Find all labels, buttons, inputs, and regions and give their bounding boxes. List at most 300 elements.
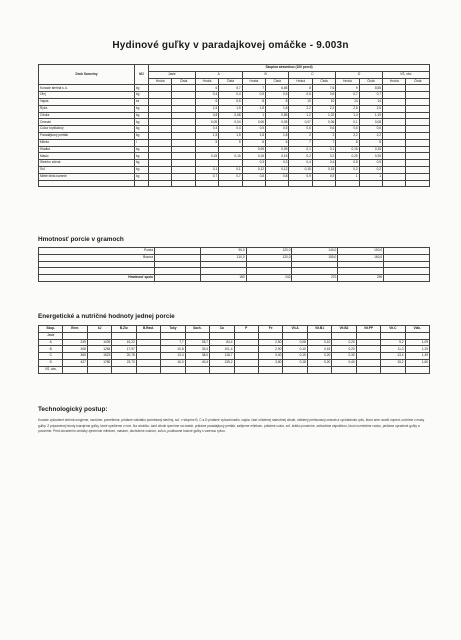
technology-heading: Technologický postup: — [38, 406, 108, 413]
nutrition-value: 0,20 — [307, 353, 331, 360]
nutrition-value: 1284 — [87, 346, 111, 353]
ingredient-value: 8 — [359, 139, 382, 146]
ingredient-value: 1,8 — [266, 105, 289, 112]
ingredient-value: 0,06 — [242, 119, 265, 126]
ingredient-unit: kg — [135, 166, 149, 173]
ingredient-value: 0,7 — [359, 92, 382, 99]
table-row — [39, 173, 430, 180]
ingredient-value: 2,6 — [336, 105, 359, 112]
nutrition-value: 2,50 — [258, 339, 282, 346]
ingredient-value: 0,25 — [336, 153, 359, 160]
nutrition-value — [356, 359, 380, 366]
nutrition-table — [38, 325, 430, 374]
table-row — [39, 105, 430, 112]
portion-blank — [384, 254, 430, 261]
ingredient-value: 0,15 — [289, 166, 312, 173]
ingredient-value: 5,7 — [219, 85, 242, 92]
ingredient-value — [149, 173, 172, 180]
ingredient-value — [406, 105, 430, 112]
ingredient-unit: kg — [135, 92, 149, 99]
ingredient-name: Mlieko — [39, 139, 135, 146]
group-header: Skupina stravníkov (100 porcií) — [149, 65, 430, 72]
ingredient-value — [383, 132, 406, 139]
ingredient-value: 0,6 — [289, 92, 312, 99]
ingredient-value: 0,6 — [312, 92, 335, 99]
ingredient-value: 2,2 — [359, 132, 382, 139]
nutrition-value — [356, 366, 380, 373]
portion-blank — [384, 261, 430, 268]
ingredient-value — [149, 119, 172, 126]
nutrition-value — [210, 366, 234, 373]
ingredient-value: 0,7 — [195, 173, 218, 180]
portion-blank — [155, 275, 201, 282]
portion-value: 120,0 — [246, 248, 292, 255]
unit-header: MJ — [135, 65, 149, 85]
nutrition-value: 1,09 — [405, 339, 429, 346]
nutrition-value — [405, 366, 429, 373]
table-row — [39, 98, 430, 105]
subcol-label: Hrubá — [195, 78, 218, 85]
ingredient-value: 2,6 — [359, 105, 382, 112]
ingredient-value: 8 — [336, 139, 359, 146]
ingredient-unit: kg — [135, 126, 149, 133]
ingredient-value — [172, 153, 195, 160]
nutrition-value: 1,49 — [405, 353, 429, 360]
nutrition-value: 3,40 — [258, 353, 282, 360]
ingredient-name: Soľ — [39, 166, 135, 173]
ingredient-unit: kg — [135, 105, 149, 112]
subcol-label: Hrubá — [289, 78, 312, 85]
ingredient-value: 0,5 — [242, 92, 265, 99]
nutrition-value — [136, 346, 160, 353]
nutrition-value: 0,10 — [283, 346, 307, 353]
ingredient-value — [172, 132, 195, 139]
ingredient-unit: kg — [135, 132, 149, 139]
ingredient-value: 5,5 — [219, 98, 242, 105]
ingredient-value — [336, 180, 359, 187]
portion-value: 180 — [200, 275, 246, 282]
portion-value: 110,0 — [200, 254, 246, 261]
nutrition-value: 3,80 — [258, 359, 282, 366]
ingredient-value — [383, 98, 406, 105]
ingredient-value: 0,85 — [266, 112, 289, 119]
nutrition-value: 13,4 — [161, 353, 185, 360]
portion-value: 240 — [246, 275, 292, 282]
table-row — [39, 359, 430, 366]
ingredient-name: Steinho zdená — [39, 160, 135, 167]
ingredient-value: 0,15 — [359, 146, 382, 153]
ingredient-value — [172, 105, 195, 112]
nutrition-value — [307, 332, 331, 339]
ingredient-value — [383, 166, 406, 173]
nutrition-value: A — [39, 339, 63, 346]
nutrition-value: 1039 — [87, 339, 111, 346]
nutrition-header: Ener. — [63, 326, 87, 333]
table-row — [39, 85, 430, 92]
ingredient-value — [149, 126, 172, 133]
nutrition-value — [136, 353, 160, 360]
ingredient-unit: kg — [135, 173, 149, 180]
portion-value: 140,0 — [292, 248, 338, 255]
table-row — [39, 166, 430, 173]
ingredient-value: 0,06 — [312, 119, 335, 126]
ingredient-value — [406, 153, 430, 160]
nutrition-value — [234, 359, 258, 366]
group-label: A — [195, 71, 242, 78]
ingredient-value — [172, 98, 195, 105]
nutrition-value: 40,4 — [185, 359, 209, 366]
ingredient-value: 1,5 — [195, 132, 218, 139]
ingredient-value — [149, 85, 172, 92]
ingredient-unit: l — [135, 139, 149, 146]
nutrition-value: 9,2 — [381, 339, 405, 346]
ingredient-value: 0,04 — [219, 119, 242, 126]
ingredient-value: 2,2 — [312, 105, 335, 112]
nutrition-value: Jasle — [39, 332, 63, 339]
subcol-label: Čistá — [359, 78, 382, 85]
ingredient-value — [406, 98, 430, 105]
ingredient-value: 6 — [195, 85, 218, 92]
nutrition-value — [210, 332, 234, 339]
nutrition-value: 0,20 — [307, 359, 331, 366]
nutrition-value: 10,8 — [161, 346, 185, 353]
nutrition-value: 0,20 — [332, 346, 356, 353]
ingredient-value: 1 — [359, 173, 382, 180]
portion-value: 290 — [338, 275, 384, 282]
ingredient-value — [406, 180, 430, 187]
ingredient-value: 0,8 — [266, 173, 289, 180]
ingredient-value — [219, 160, 242, 167]
ingredient-value — [312, 180, 335, 187]
nutrition-value: 1,29 — [405, 346, 429, 353]
ingredient-value — [406, 132, 430, 139]
ingredient-value — [149, 112, 172, 119]
ingredient-value — [289, 180, 312, 187]
portion-label — [39, 261, 155, 268]
nutrition-value: 7,7 — [161, 339, 185, 346]
group-label: B — [242, 71, 289, 78]
nutrition-value — [356, 353, 380, 360]
ingredient-name: Ryža — [39, 105, 135, 112]
portion-value — [246, 261, 292, 268]
table-row — [39, 160, 430, 167]
ingredient-value — [172, 180, 195, 187]
ingredient-value: 1,5 — [195, 105, 218, 112]
ingredient-value: 0,8 — [195, 112, 218, 119]
ingredient-value — [383, 112, 406, 119]
ingredient-value — [406, 119, 430, 126]
nutrition-value: 101,4 — [210, 346, 234, 353]
ingredient-value: 0,15 — [312, 166, 335, 173]
ingredient-value — [195, 146, 218, 153]
table-row — [39, 254, 430, 261]
ingredient-value — [359, 180, 382, 187]
nutrition-value — [283, 366, 307, 373]
ingredient-value — [383, 119, 406, 126]
ingredient-value — [406, 112, 430, 119]
ingredient-name: Kuracie stehná s. k. — [39, 85, 135, 92]
ingredient-value: 0,68 — [219, 112, 242, 119]
ingredient-value: 0,4 — [195, 92, 218, 99]
ingredient-value — [406, 173, 430, 180]
ingredient-value: 10 — [312, 98, 335, 105]
ingredient-value: 1,2 — [289, 112, 312, 119]
nutrition-header: Vit.B2 — [332, 326, 356, 333]
ingredient-value — [406, 92, 430, 99]
nutrition-value — [356, 332, 380, 339]
nutrition-value: 365 — [63, 353, 87, 360]
portion-value: 150,0 — [338, 248, 384, 255]
portion-value — [292, 261, 338, 268]
portion-label: Bravca — [39, 254, 155, 261]
nutrition-value — [185, 366, 209, 373]
nutrition-value: 0,30 — [332, 353, 356, 360]
ingredient-value: 0,9 — [289, 173, 312, 180]
ingredient-value: 0,8 — [242, 173, 265, 180]
group-label: Jasle — [149, 71, 196, 78]
ingredient-value: 0,6 — [312, 126, 335, 133]
nutrition-header: P — [234, 326, 258, 333]
ingredient-value — [406, 126, 430, 133]
ingredient-value — [383, 105, 406, 112]
ingredient-value: 1,8 — [266, 132, 289, 139]
ingredient-value: 8 — [289, 85, 312, 92]
nutrition-value — [234, 339, 258, 346]
ingredient-value: 0,15 — [242, 153, 265, 160]
ingredient-value: 7,6 — [312, 85, 335, 92]
ingredient-value: 0,05 — [266, 146, 289, 153]
nutrition-header: Fe — [258, 326, 282, 333]
ingredient-unit: ks — [135, 98, 149, 105]
ingredient-value: 0,05 — [266, 119, 289, 126]
subcol-label: Čistá — [406, 78, 430, 85]
ingredient-unit: kg — [135, 112, 149, 119]
ingredients-header-row — [39, 65, 430, 72]
nutrition-value: 0,15 — [307, 346, 331, 353]
nutrition-value: 0,10 — [307, 339, 331, 346]
ingredient-unit: kg — [135, 119, 149, 126]
ingredient-value: 0,5 — [242, 126, 265, 133]
ingredient-name: Paradajkový pretlak — [39, 132, 135, 139]
nutrition-value — [356, 339, 380, 346]
nutrition-header: Tuky — [161, 326, 185, 333]
nutrition-value: D — [39, 359, 63, 366]
ingredient-value — [383, 85, 406, 92]
ingredient-value: 0,05 — [195, 119, 218, 126]
ingredient-value: 8 — [242, 98, 265, 105]
table-row — [39, 332, 430, 339]
ingredient-value: 0,4 — [289, 160, 312, 167]
ingredient-value — [172, 146, 195, 153]
nutrition-value — [258, 332, 282, 339]
nutrition-value: 33,4 — [185, 346, 209, 353]
ingredient-value — [149, 153, 172, 160]
nutrition-value: 0,15 — [283, 353, 307, 360]
recipe-title: Hydinové guľky v paradajkovej omáčke - 9.003n — [112, 40, 349, 51]
ingredient-value: 0,3 — [242, 160, 265, 167]
nutrition-value: 0,40 — [332, 359, 356, 366]
ingredient-value: 0,15 — [336, 146, 359, 153]
ingredient-value: 9 — [336, 85, 359, 92]
nutrition-value — [136, 332, 160, 339]
ingredient-value — [172, 92, 195, 99]
ingredient-value — [406, 160, 430, 167]
ingredient-value: 0,4 — [312, 160, 335, 167]
ingredient-value: 0,2 — [359, 166, 382, 173]
ingredient-value: 8 — [266, 98, 289, 105]
ingredient-value — [172, 160, 195, 167]
subcol-label: Čistá — [266, 78, 289, 85]
ingredient-value: 0,1 — [289, 146, 312, 153]
ingredient-value: 0,2 — [336, 166, 359, 173]
ingredient-value — [266, 180, 289, 187]
ingredient-value: 0,4 — [219, 92, 242, 99]
ingredient-value: 8,55 — [359, 85, 382, 92]
nutrition-value: 28,7 — [185, 339, 209, 346]
table-row — [39, 366, 430, 373]
subcol-label: Hrubá — [242, 78, 265, 85]
ingredient-value: 0,6 — [289, 126, 312, 133]
portion-blank — [155, 268, 201, 275]
ingredient-value: 1,4 — [336, 112, 359, 119]
nutrition-header: kJ — [87, 326, 111, 333]
ingredient-value: 7 — [242, 85, 265, 92]
table-row — [39, 119, 430, 126]
ingredient-value — [383, 92, 406, 99]
portion-value — [292, 268, 338, 275]
ingredients-table — [38, 64, 430, 187]
portion-value — [200, 261, 246, 268]
nutrition-header-row — [39, 326, 430, 333]
nutrition-value — [185, 332, 209, 339]
ingredient-value: 6,65 — [266, 85, 289, 92]
ingredient-value: 1,8 — [242, 105, 265, 112]
ingredient-value: 0,9 — [312, 173, 335, 180]
table-row — [39, 92, 430, 99]
ingredient-value — [172, 112, 195, 119]
ingredient-value — [172, 119, 195, 126]
ingredient-value: 2,2 — [336, 132, 359, 139]
ingredient-value: 0,1 — [336, 119, 359, 126]
nutrition-value — [381, 332, 405, 339]
ingredient-value: 0,5 — [266, 126, 289, 133]
ingredient-value — [149, 132, 172, 139]
nutrition-heading: Energetické a nutričné hodnoty jednej porcie — [38, 313, 175, 320]
subcol-label: Hrubá — [336, 78, 359, 85]
ingredient-value: 0,5 — [359, 160, 382, 167]
ingredient-value: 2 — [289, 132, 312, 139]
nutrition-header: Vit.C — [381, 326, 405, 333]
nutrition-header: Vit.B1 — [307, 326, 331, 333]
portion-value — [338, 261, 384, 268]
ingredient-value: 0,08 — [359, 119, 382, 126]
ingredient-value: 0,15 — [219, 153, 242, 160]
ingredient-name: Hladká — [39, 146, 135, 153]
subcol-label: Hrubá — [149, 78, 172, 85]
ingredient-unit — [135, 180, 149, 187]
nutrition-value — [112, 366, 136, 373]
nutrition-value — [87, 366, 111, 373]
nutrition-header: Vit.PP — [356, 326, 380, 333]
nutrition-value: 427 — [63, 359, 87, 366]
portion-value — [338, 268, 384, 275]
ingredient-value: 14 — [336, 98, 359, 105]
ingredient-value: 0,25 — [359, 153, 382, 160]
ingredient-value — [195, 180, 218, 187]
ingredient-value — [172, 139, 195, 146]
ingredient-value: 0,7 — [219, 173, 242, 180]
nutrition-value: 1,60 — [405, 359, 429, 366]
table-row — [39, 132, 430, 139]
nutrition-value: B — [39, 346, 63, 353]
nutrition-value: 2,90 — [258, 346, 282, 353]
table-row — [39, 353, 430, 360]
nutrition-header: Vit.A — [283, 326, 307, 333]
table-row — [39, 275, 430, 282]
ingredient-value — [406, 85, 430, 92]
ingredient-name — [39, 180, 135, 187]
ingredient-value — [172, 173, 195, 180]
nutrition-value — [63, 332, 87, 339]
ingredient-value — [406, 146, 430, 153]
table-row — [39, 126, 430, 133]
nutrition-value: 1523 — [87, 353, 111, 360]
nutrition-value: 11,3 — [381, 346, 405, 353]
ingredient-value: 2 — [312, 132, 335, 139]
nutrition-value: 15,22 — [112, 339, 136, 346]
nutrition-value — [405, 332, 429, 339]
ingredient-value — [242, 180, 265, 187]
nutrition-value: 249 — [63, 339, 87, 346]
ingredient-value: 0,6 — [336, 126, 359, 133]
portions-heading: Hmotnosť porcie v gramoch — [38, 236, 124, 243]
nutrition-value — [136, 359, 160, 366]
nutrition-header: Skup. — [39, 326, 63, 333]
ingredient-value: 0,4 — [195, 126, 218, 133]
portion-value — [200, 268, 246, 275]
portion-blank — [155, 254, 201, 261]
ingredient-value: 0,5 — [336, 160, 359, 167]
ingredient-value — [172, 126, 195, 133]
table-row — [39, 339, 430, 346]
nutrition-value — [234, 353, 258, 360]
ingredient-value: 0,3 — [266, 160, 289, 167]
table-row — [39, 248, 430, 255]
nutrition-value: 84,4 — [210, 339, 234, 346]
nutrition-value: 16,0 — [161, 359, 185, 366]
nutrition-value — [161, 366, 185, 373]
ingredient-value: 0,05 — [242, 146, 265, 153]
ingredient-value: 0,1 — [312, 146, 335, 153]
ingredient-value — [149, 146, 172, 153]
ingredient-value: 6 — [195, 98, 218, 105]
ingredient-value: 0,7 — [336, 92, 359, 99]
ingredient-value: 7 — [312, 139, 335, 146]
nutrition-value — [63, 366, 87, 373]
nutrition-value: 135,2 — [210, 359, 234, 366]
nutrition-header: B.Živ. — [112, 326, 136, 333]
technology-text: Kuracie vykostené stehná umyjeme, osušíme, pomelieme, pridáme nakrátko pomiešaný sterilný, soľ, v skupine B, C a D pridáme vyhusťovadlo, vajcia, časť očistenej nadrobnej cibule, očistený prelisovaný cesnak a vychladnutú ryžu, ktorú sme uvarili vopred, urobíme z masy guľky. Z pripravenej hmoty tvarujeme guľky, ktoré opečieme v rúre. Na omáčku: časť cibule speníme na masle, pridáme paradajkový pretlak, zalejeme mliekom, pridáme cukor, soľ, krátko povaríme, zahustíme záprážkou, ktorú rozriedime vodou, pridáme opražené guľky a povaríme. Pred dovarením omáčky zjemníme mliekom, maslom, dochutíme cukrom, soľou, podávame hotové guľky s varenou ryžou. — [38, 418, 425, 434]
ingredient-value: 0,5 — [266, 92, 289, 99]
ingredient-value: 1,8 — [242, 132, 265, 139]
ingredient-value: 5 — [219, 139, 242, 146]
ingredient-name: Cibuľa — [39, 112, 135, 119]
portion-value — [246, 268, 292, 275]
portion-label — [39, 268, 155, 275]
ingredient-value — [383, 153, 406, 160]
subcol-label: Hrubá — [383, 78, 406, 85]
ingredient-value — [149, 180, 172, 187]
